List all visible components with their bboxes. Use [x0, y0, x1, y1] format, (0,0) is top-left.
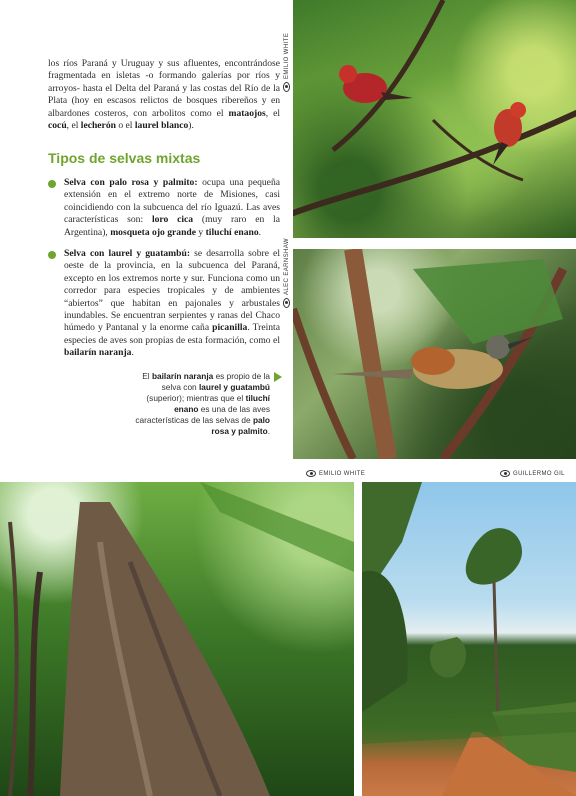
photo-credit	[306, 470, 365, 477]
caption-text: es una de las aves características de las selvas de	[135, 404, 270, 425]
bullet-lead: Selva con palo rosa y palmito:	[64, 177, 198, 188]
camera-eye-icon	[500, 470, 510, 477]
photo-small-bird-on-branch	[293, 249, 576, 459]
intro-bold-lecheron: lecherón	[80, 120, 116, 132]
bullet-body: (muy raro en la Argentina),	[64, 214, 280, 238]
photo-tall-tree-trunk	[0, 482, 354, 796]
caption-text: es propio de la selva con	[161, 371, 270, 392]
camera-eye-icon	[306, 470, 316, 477]
intro-bold-cocu: cocú	[48, 120, 67, 132]
photo-caption	[130, 371, 270, 437]
photo-red-birds-on-branch	[293, 0, 576, 238]
caption-bold: bailarín naranja	[151, 371, 214, 381]
bullet-bold-bailarin: bailarín naranja	[64, 347, 132, 359]
intro-text: ).	[188, 120, 194, 132]
photo-credit-name: EMILIO WHITE	[284, 32, 291, 79]
photo-credit	[283, 238, 290, 308]
bullet-body: .	[131, 347, 134, 359]
photo-credit-name: GUILLERMO GIL	[513, 471, 565, 478]
bullet-item-palo-rosa	[48, 177, 280, 239]
photo-credit	[500, 470, 565, 477]
intro-paragraph	[48, 58, 280, 132]
bullet-body: se desarrolla sobre el oeste de la provincia, en la subcuenca del Paraná, excepto en los extremos norte y sur. Funciona como un corredor para especies tropicales y de ambientes “abiertos” que habitan en pajonales y arbustales inundables. Se encuentran serpientes y ranas del Chaco húmedo y Pantanal y la enorme caña	[64, 248, 280, 334]
bullet-body: .	[258, 226, 262, 238]
bullet-lead: Selva con laurel y guatambú:	[64, 248, 191, 259]
bullet-dot-icon	[48, 251, 56, 259]
bullet-body: ocupa una pequeña extensión en el extremo norte de Misiones, casi coincidiendo con la subcuenca del río Iguazú. Las aves características son:	[64, 177, 281, 226]
camera-eye-icon	[283, 298, 290, 308]
intro-text: , el	[66, 120, 81, 132]
intro-bold-laurel-blanco: laurel blanco	[134, 120, 189, 132]
bullet-body: . Treinta especies de aves son propias de esta formación, como el	[64, 322, 280, 346]
intro-text: los ríos Paraná y Uruguay y sus afluentes, encontrándose fragmentada en isletas -o formando galerías por ríos y arroyos- hasta el Delta del Paraná y las costas del Río de la Plata (hoy en escasos relictos de bosques ribereños y en albardones costeros, con arbolitos como el	[48, 58, 280, 119]
bullet-bold-mosqueta: mosqueta ojo grande	[110, 226, 196, 238]
intro-text: , el	[265, 107, 280, 119]
bullet-bold-loro-cica: loro cica	[151, 214, 194, 226]
bullet-bold-tiluchi: tiluchí enano	[205, 226, 259, 238]
caption-bold: palo rosa y palmito	[211, 415, 270, 436]
road-illustration	[362, 482, 576, 796]
photo-credit	[283, 33, 290, 92]
caption-arrow-icon	[274, 372, 282, 382]
photo-dirt-road-through-forest	[362, 482, 576, 796]
caption-text: .	[267, 426, 270, 436]
bullet-item-laurel	[48, 248, 280, 360]
photo-credit-name: EMILIO WHITE	[319, 471, 366, 478]
section-title: Tipos de selvas mixtas	[48, 150, 201, 166]
caption-text: El	[142, 371, 152, 381]
photo-credit-name: ALEC EARNSHAW	[284, 238, 291, 295]
tree-illustration	[0, 482, 354, 796]
bullet-text	[64, 177, 280, 239]
antwren-illustration	[293, 249, 576, 459]
caption-bold: tiluchí enano	[174, 393, 270, 414]
camera-eye-icon	[283, 82, 290, 92]
bullet-text	[64, 248, 280, 360]
intro-bold-mataojos: mataojos	[228, 107, 266, 119]
birds-illustration	[293, 0, 576, 238]
bullet-dot-icon	[48, 180, 56, 188]
caption-bold: laurel y guatambú	[198, 382, 270, 392]
intro-text: o el	[115, 120, 135, 132]
bullet-body: y	[196, 226, 206, 238]
caption-text: (superior); mientras que el	[146, 393, 246, 403]
bullet-bold-picanilla: picanilla	[212, 322, 248, 334]
